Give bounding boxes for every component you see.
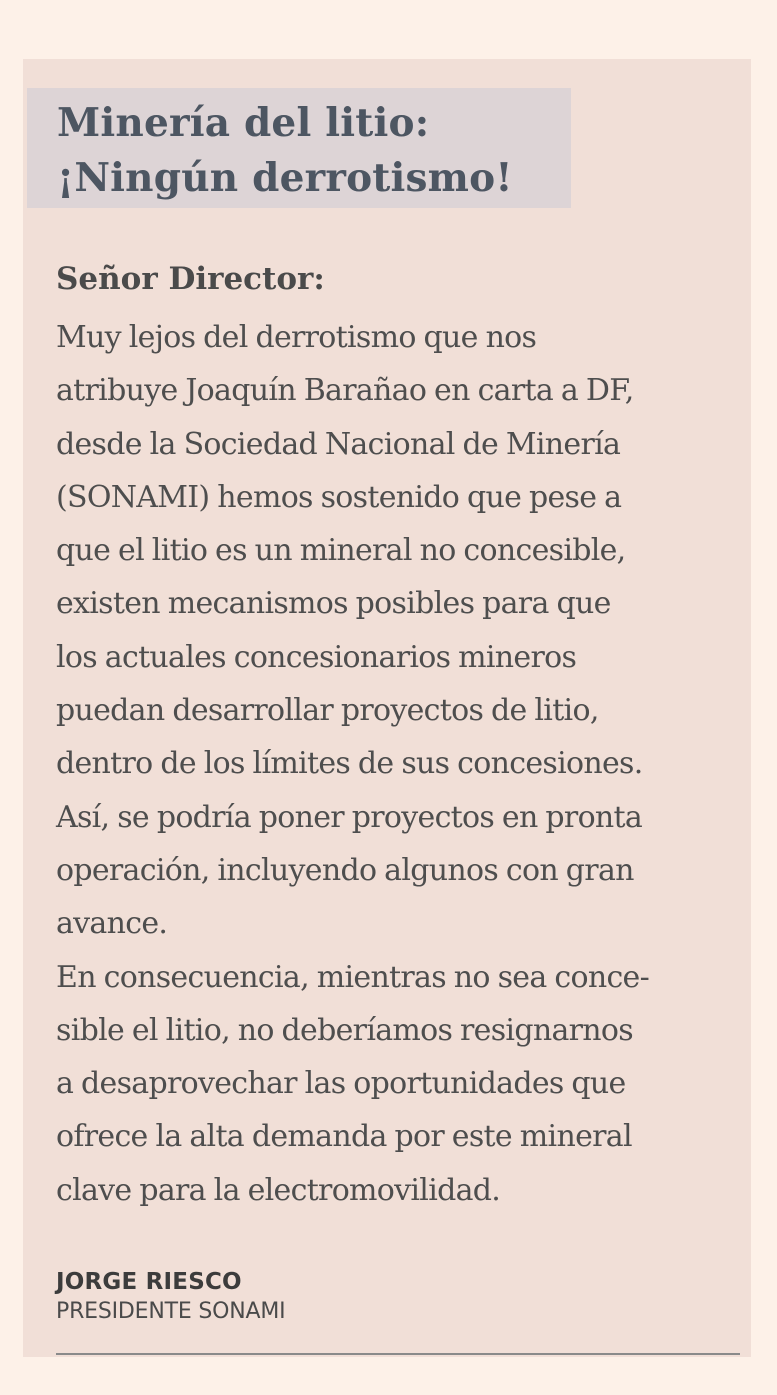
body-line: (SONAMI) hemos sostenido que pese a bbox=[56, 479, 622, 515]
body-line: que el litio es un mineral no concesible, bbox=[56, 533, 626, 569]
author-name: JORGE RIESCO bbox=[56, 1269, 242, 1295]
body-line: desde la Sociedad Nacional de Minería bbox=[56, 426, 621, 462]
body-line: ofrece la alta demanda por este mineral bbox=[56, 1119, 632, 1155]
body-line: clave para la electromovilidad. bbox=[56, 1172, 501, 1208]
body-line: avance. bbox=[56, 906, 168, 942]
letter-body bbox=[56, 311, 746, 1217]
headline-line-1: Minería del litio: bbox=[57, 100, 430, 146]
author-title: PRESIDENTE SONAMI bbox=[56, 1299, 286, 1324]
body-line: existen mecanismos posibles para que bbox=[56, 586, 611, 622]
bottom-divider bbox=[56, 1353, 740, 1355]
body-line: Muy lejos del derrotismo que nos bbox=[56, 320, 537, 355]
headline bbox=[57, 96, 577, 206]
headline-line-2: ¡Ningún derrotismo! bbox=[57, 155, 513, 201]
salutation: Señor Director: bbox=[56, 261, 325, 297]
body-line: puedan desarrollar proyectos de litio, bbox=[56, 693, 599, 729]
letter-box bbox=[23, 59, 751, 1357]
body-line: atribuye Joaquín Barañao en carta a DF, bbox=[56, 373, 634, 409]
signature-block bbox=[56, 1267, 285, 1327]
body-line: Así, se podría poner proyectos en pronta bbox=[56, 799, 643, 835]
body-line: En consecuencia, mientras no sea conce- bbox=[56, 959, 650, 995]
body-line: sible el litio, no deberíamos resignarnos bbox=[56, 1012, 633, 1048]
body-line: a desaprovechar las oportunidades que bbox=[56, 1066, 626, 1102]
body-line: operación, incluyendo algunos con gran bbox=[56, 852, 634, 888]
body-line: los actuales concesionarios mineros bbox=[56, 639, 577, 675]
body-line: dentro de los límites de sus concesiones. bbox=[56, 746, 643, 782]
